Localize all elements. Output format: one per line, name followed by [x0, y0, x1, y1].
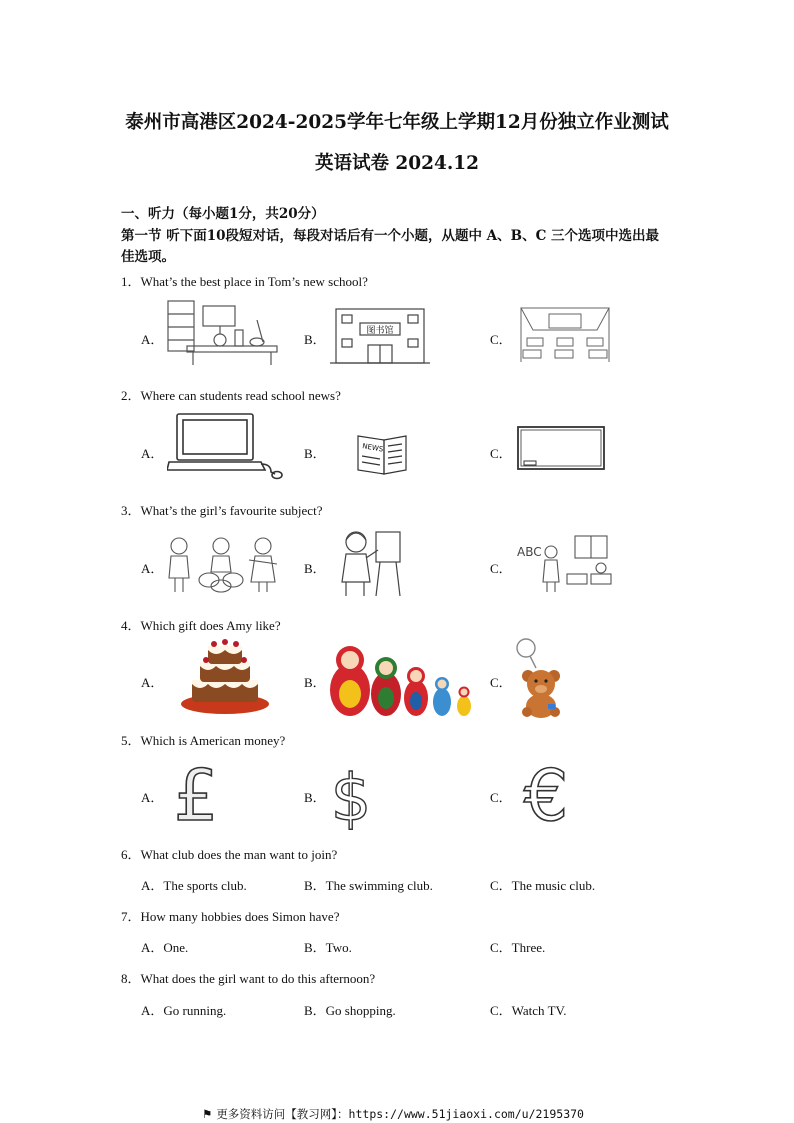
- section-instruction-line2: 佳选项。: [121, 249, 175, 265]
- q8-option-c[interactable]: C．Watch TV.: [490, 1003, 567, 1018]
- q8-option-b[interactable]: B．Go shopping.: [304, 1003, 396, 1018]
- board-text: ABC: [517, 545, 542, 559]
- teddy-bear-keychain-image: [512, 636, 568, 720]
- library-sign-text: 图书馆: [366, 326, 394, 336]
- q6-option-a[interactable]: A．The sports club.: [141, 878, 247, 893]
- q7-option-c[interactable]: C．Three.: [490, 940, 546, 955]
- q3-option-c[interactable]: C．: [490, 561, 512, 576]
- lab-image: [165, 298, 285, 368]
- music-band-image: [163, 534, 279, 596]
- euro-symbol: €: [523, 758, 569, 830]
- q1-option-c[interactable]: C．: [490, 332, 512, 347]
- flag-icon: ⚑: [202, 1107, 213, 1121]
- question-2: 2．Where can students read school news?: [121, 388, 341, 403]
- question-8: 8．What does the girl want to do this afternoon?: [121, 971, 376, 986]
- dollar-sign-image: [328, 760, 374, 830]
- q5-option-b[interactable]: B．: [304, 790, 326, 805]
- laptop-image: [167, 412, 287, 480]
- q7-option-a[interactable]: A．One.: [141, 940, 189, 955]
- q3-option-b[interactable]: B．: [304, 561, 326, 576]
- blackboard-image: [516, 425, 606, 473]
- q5-option-a[interactable]: A．: [141, 790, 164, 805]
- footer-text[interactable]: 更多资料访问【教习网】：https://www.51jiaoxi.com/u/2195370: [216, 1107, 584, 1121]
- q8-option-a[interactable]: A．Go running.: [141, 1003, 227, 1018]
- painting-girl-image: [336, 526, 406, 600]
- q4-option-a[interactable]: A．: [141, 675, 164, 690]
- q2-option-a[interactable]: A．: [141, 446, 164, 461]
- classroom-image: [517, 304, 613, 366]
- question-5: 5．Which is American money?: [121, 733, 286, 748]
- question-3: 3．What’s the girl’s favourite subject?: [121, 503, 323, 518]
- question-6: 6．What club does the man want to join?: [121, 847, 338, 862]
- q1-option-b[interactable]: B．: [304, 332, 326, 347]
- newspaper-title: NEWS: [361, 442, 384, 454]
- q1-option-a[interactable]: A．: [141, 332, 164, 347]
- question-4: 4．Which gift does Amy like?: [121, 618, 281, 633]
- q7-option-b[interactable]: B．Two.: [304, 940, 352, 955]
- q6-option-b[interactable]: B．The swimming club.: [304, 878, 433, 893]
- q5-option-c[interactable]: C．: [490, 790, 512, 805]
- question-1: 1．What’s the best place in Tom’s new school?: [121, 274, 368, 289]
- q2-option-c[interactable]: C．: [490, 446, 512, 461]
- section-heading: 一、听力（每小题1分，共20分）: [121, 206, 325, 222]
- matryoshka-dolls-image: [328, 640, 476, 718]
- q2-option-b[interactable]: B．: [304, 446, 326, 461]
- document-title: 泰州市高港区2024-2025学年七年级上学期12月份独立作业测试: [125, 112, 669, 133]
- section-instruction-line1: 第一节 听下面10段短对话，每段对话后有一个小题，从题中 A、B、C 三个选项中选出最: [121, 228, 660, 244]
- document-subtitle: 英语试卷 2024.12: [314, 153, 480, 174]
- question-7: 7．How many hobbies does Simon have?: [121, 909, 340, 924]
- library-building-image: [330, 303, 430, 367]
- cake-image: [180, 638, 270, 716]
- pound-sign-image: [166, 758, 226, 828]
- euro-sign-image: [514, 758, 578, 830]
- q4-option-c[interactable]: C．: [490, 675, 512, 690]
- q6-option-c[interactable]: C．The music club.: [490, 878, 596, 893]
- footer-link[interactable]: [202, 1106, 584, 1122]
- newspaper-image: [354, 432, 410, 476]
- q4-option-b[interactable]: B．: [304, 675, 326, 690]
- q3-option-a[interactable]: A．: [141, 561, 164, 576]
- english-class-image: [515, 530, 615, 596]
- pound-symbol: £: [173, 758, 219, 828]
- dollar-symbol: $: [330, 762, 372, 830]
